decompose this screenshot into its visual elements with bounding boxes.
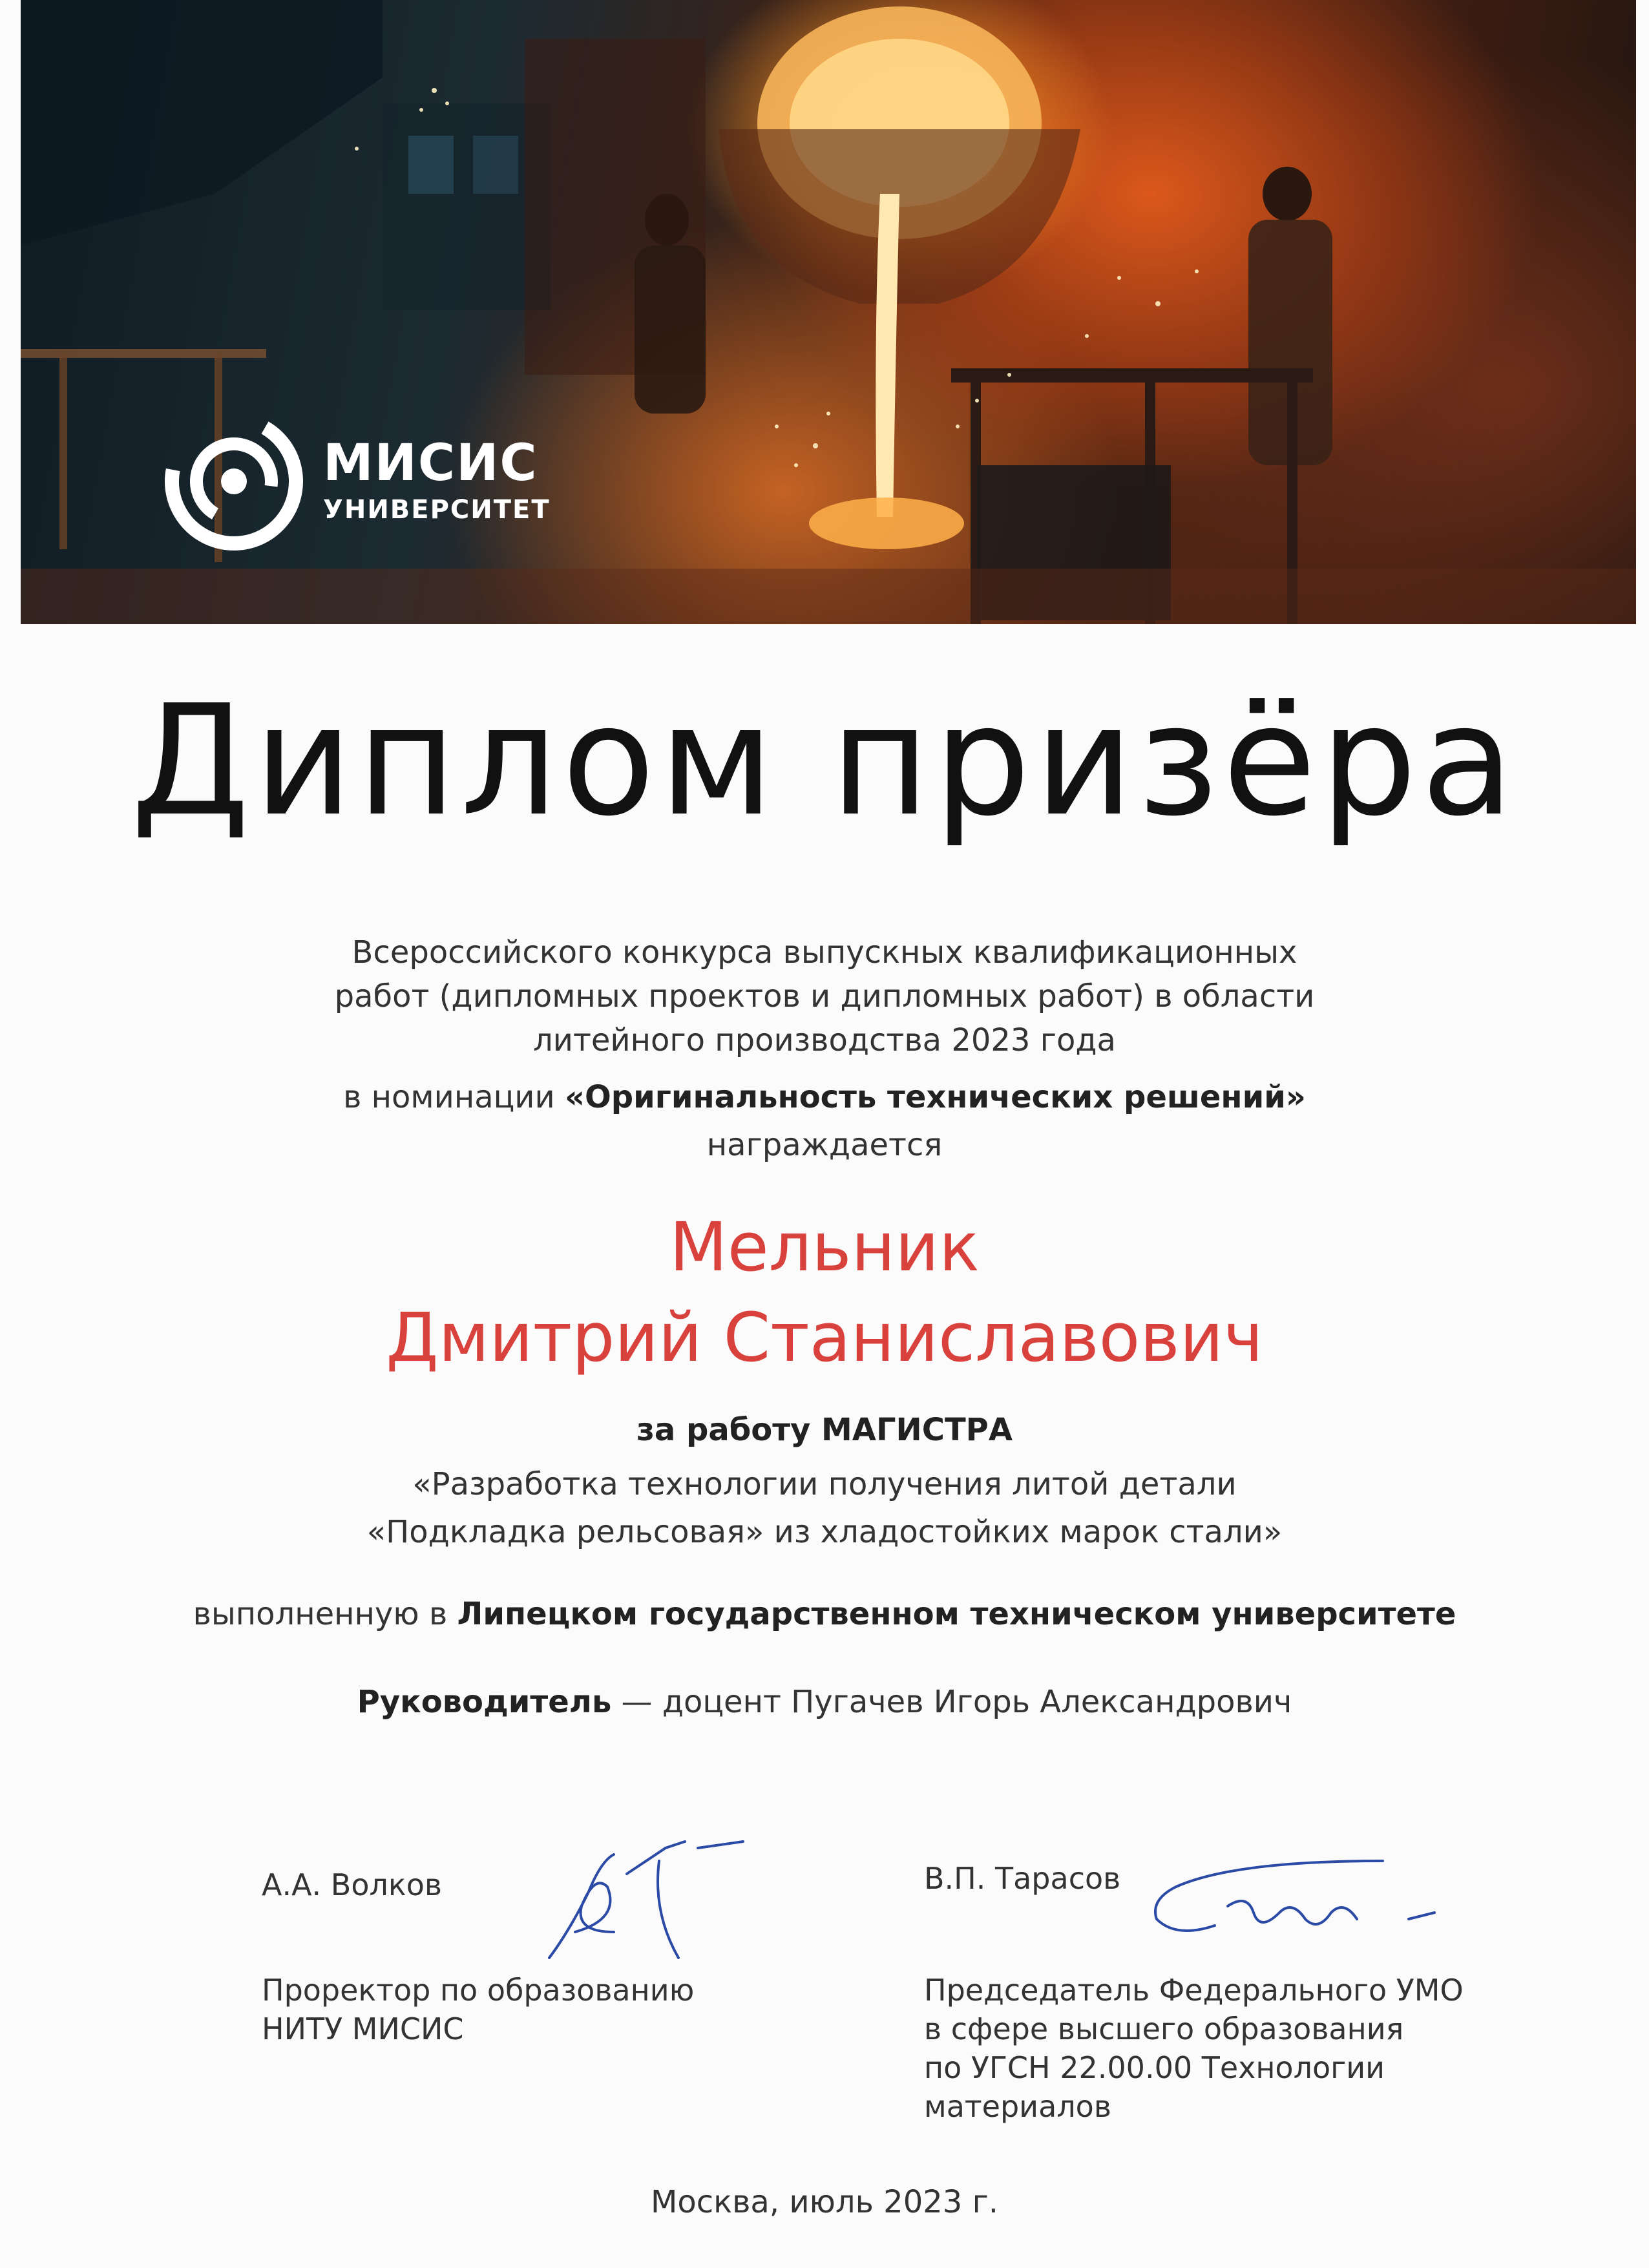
signatory-role-line: материалов bbox=[924, 2089, 1111, 2124]
awarded-label: награждается bbox=[706, 1127, 943, 1163]
recipient-name bbox=[0, 1202, 1649, 1383]
work-title-line: «Разработка технологии получения литой детали bbox=[412, 1466, 1237, 1502]
signatory-role-line: НИТУ МИСИС bbox=[262, 2011, 464, 2046]
signatory-role-line: Проректор по образованию bbox=[262, 1973, 695, 2008]
signatory-role-line: по УГСН 22.00.00 Технологии bbox=[924, 2050, 1385, 2085]
institution bbox=[0, 1596, 1649, 1632]
work-label: за работу МАГИСТРА bbox=[636, 1412, 1013, 1448]
logo-name: МИСИС bbox=[323, 434, 538, 492]
contest-description bbox=[0, 930, 1649, 1062]
signatory-1-signature bbox=[530, 1835, 750, 1971]
nomination-value: «Оригинальность технических решений» bbox=[564, 1079, 1306, 1115]
supervisor-label: Руководитель bbox=[357, 1684, 612, 1720]
signatory-2-role bbox=[924, 1971, 1464, 2126]
work-title bbox=[0, 1460, 1649, 1556]
diploma-title: Диплом призёра bbox=[131, 672, 1518, 850]
supervisor-name: Пугачев Игорь Александрович bbox=[791, 1684, 1292, 1720]
signatory-role-line: в сфере высшего образования bbox=[924, 2011, 1404, 2046]
nomination-prefix: в номинации bbox=[343, 1079, 565, 1115]
signatory-1-role bbox=[262, 1971, 694, 2048]
misis-logo-icon bbox=[163, 410, 305, 552]
signatory-2-name: В.П. Тарасов bbox=[924, 1861, 1121, 1896]
signatory-1-name: А.А. Волков bbox=[262, 1867, 442, 1902]
supervisor bbox=[0, 1684, 1649, 1720]
institution-name: Липецком государственном техническом университете bbox=[457, 1596, 1456, 1632]
recipient-surname: Мельник bbox=[669, 1208, 980, 1286]
nomination bbox=[0, 1079, 1649, 1115]
institution-prefix: выполненную в bbox=[193, 1596, 457, 1632]
intro-line: работ (дипломных проектов и дипломных работ) в области bbox=[334, 978, 1315, 1014]
work-title-line: «Подкладка рельсовая» из хладостойких марок стали» bbox=[366, 1514, 1283, 1550]
intro-line: Всероссийского конкурса выпускных квалификационных bbox=[352, 934, 1297, 971]
intro-line: литейного производства 2023 года bbox=[533, 1022, 1116, 1058]
logo-subtitle: УНИВЕРСИТЕТ bbox=[323, 495, 551, 525]
recipient-given-names: Дмитрий Станиславович bbox=[386, 1298, 1263, 1377]
supervisor-title: — доцент bbox=[611, 1684, 792, 1720]
misis-logo bbox=[163, 407, 551, 556]
signatory-role-line: Председатель Федерального УМО bbox=[924, 1973, 1464, 2008]
place-and-date: Москва, июль 2023 г. bbox=[650, 2184, 999, 2220]
signatory-2-signature bbox=[1137, 1848, 1441, 1958]
header-banner-photo bbox=[21, 0, 1636, 624]
